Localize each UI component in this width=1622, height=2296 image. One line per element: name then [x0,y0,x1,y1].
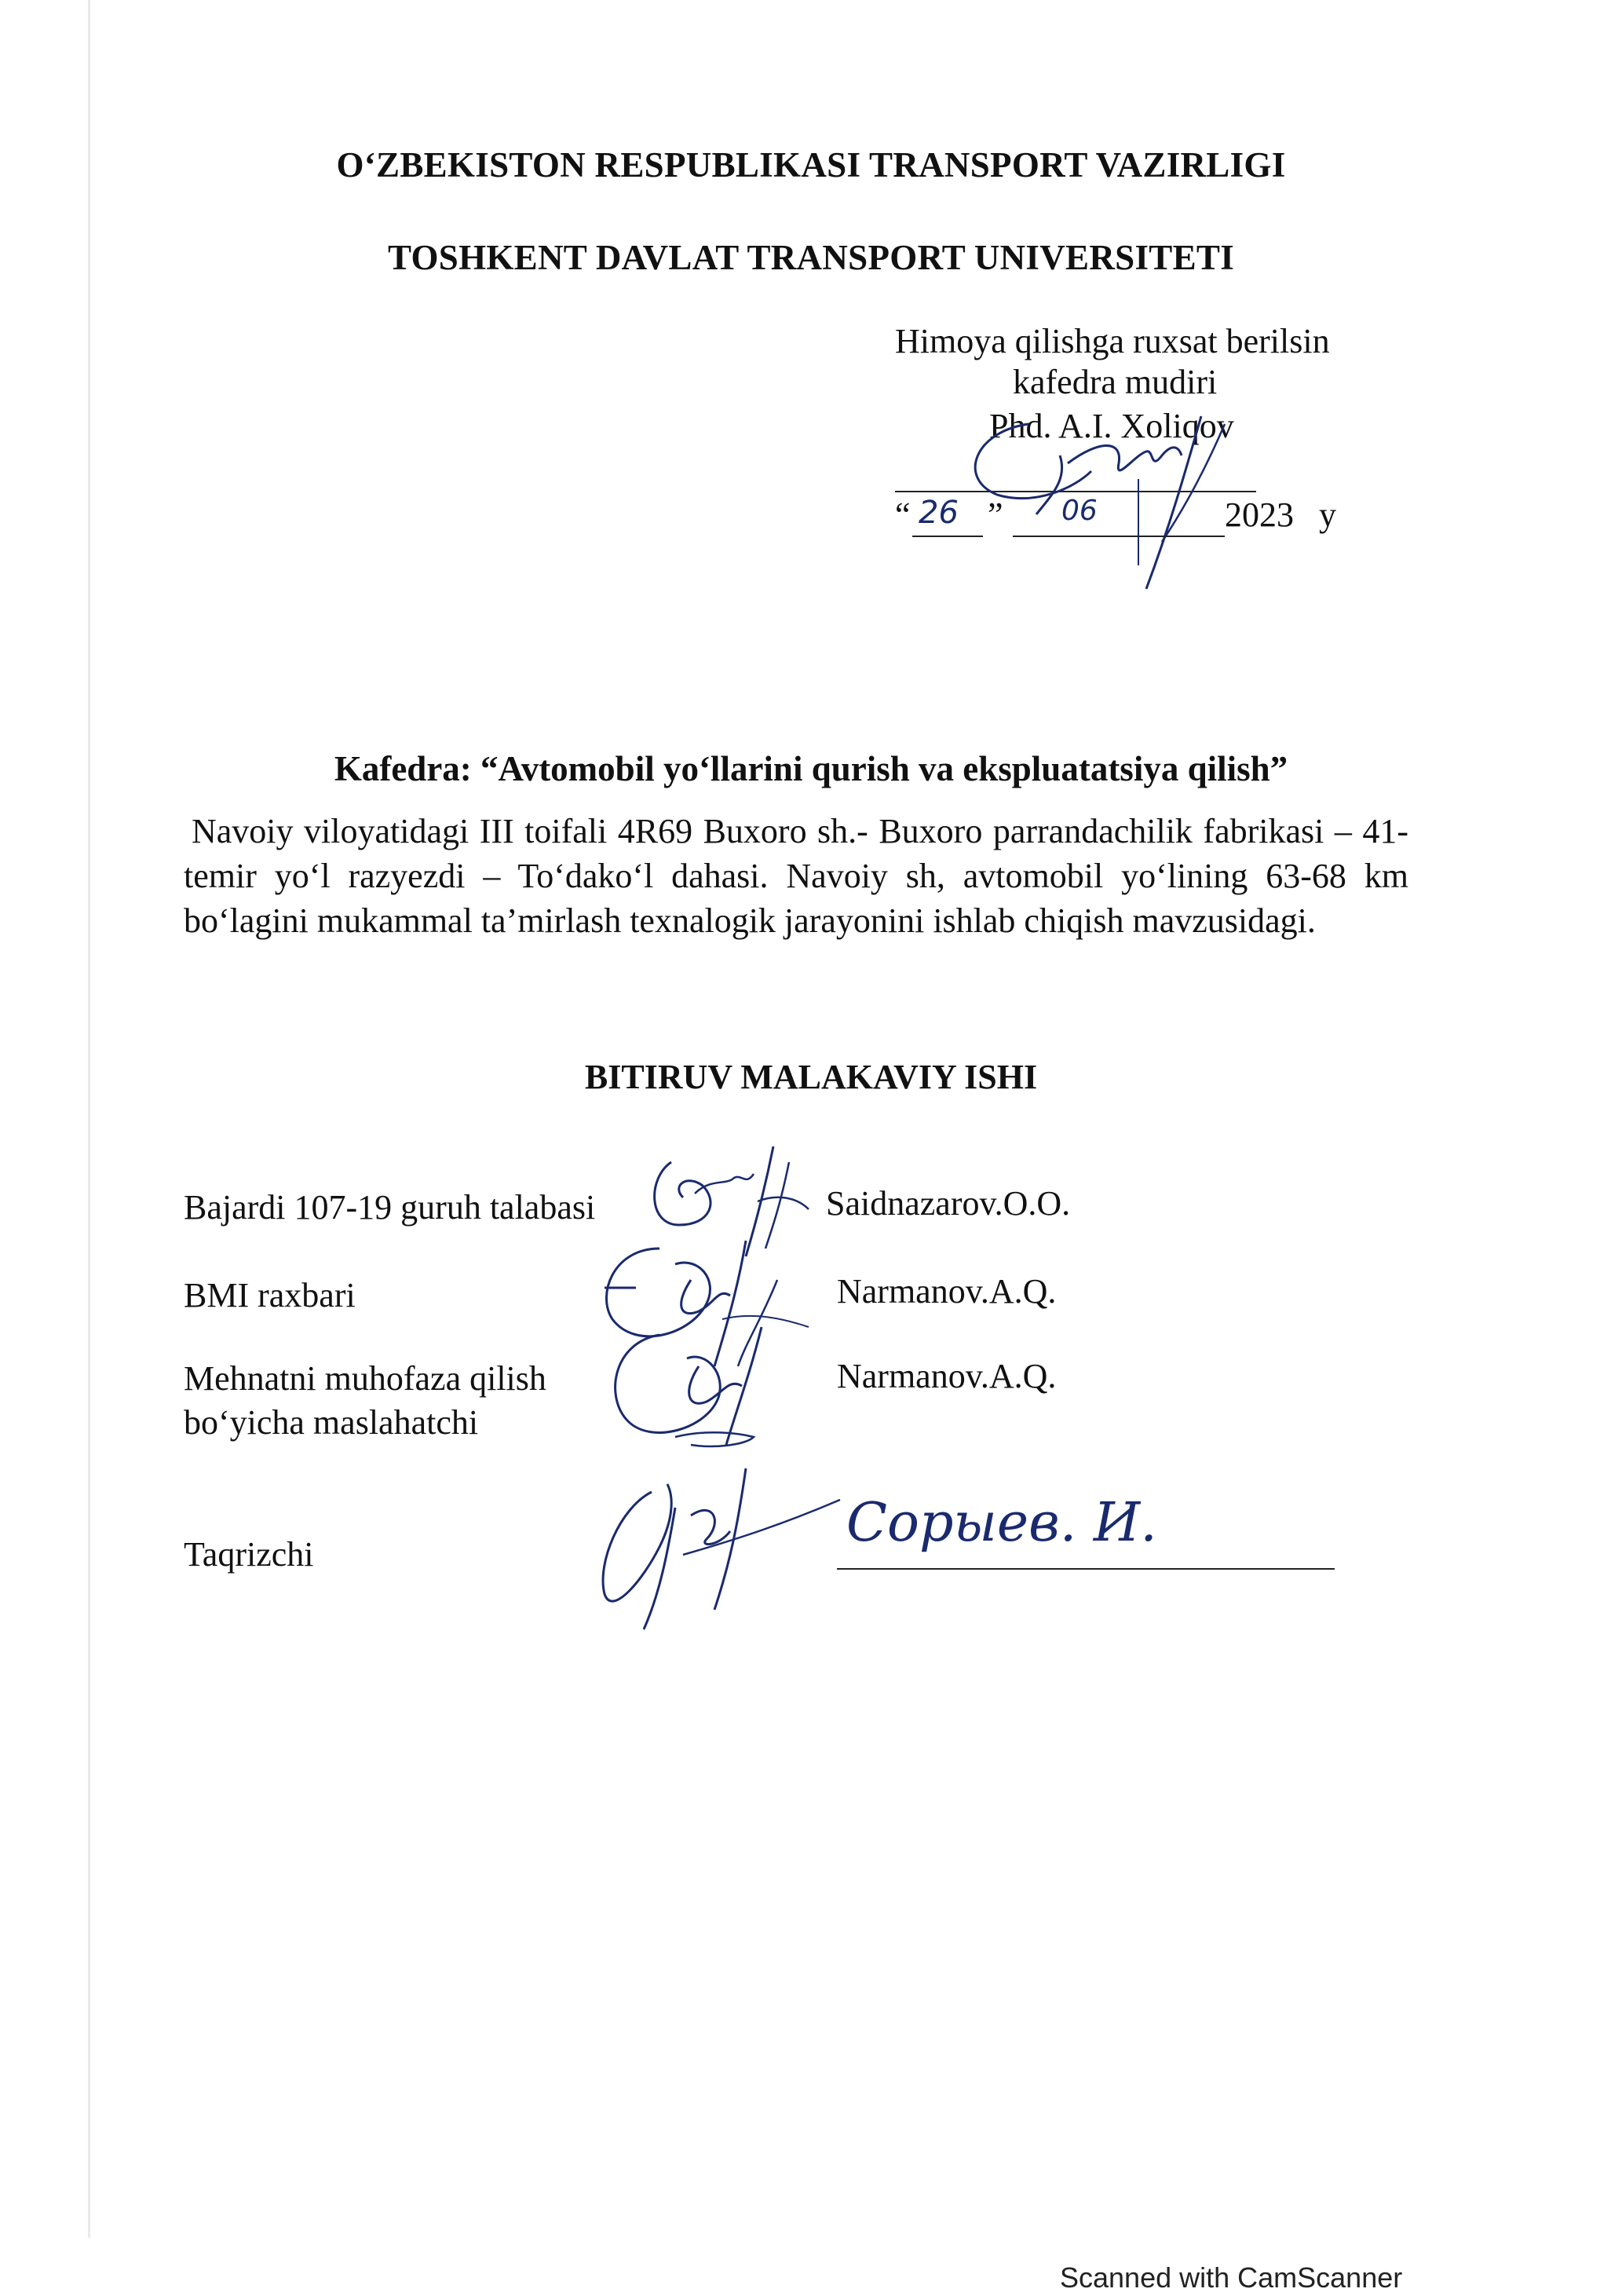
reviewer-signature [581,1461,848,1633]
supervisor-role: BMI raxbari [184,1276,356,1314]
date-month: 06 [1061,495,1098,527]
reviewer-name-handwritten: Сорыев. И. [846,1492,1157,1554]
safety-advisor-signature [597,1319,832,1453]
date-year-suffix: y [1319,495,1336,534]
department-title: Kafedra: “Avtomobil yo‘llarini qurish va ekspluatatsiya qilish” [334,749,1288,788]
scan-page-edge [88,0,90,2238]
thesis-topic: Navoiy viloyatidagi III toifali 4R69 Buxoro sh.- Buxoro parrandachilik fabrikasi – 41- temir yo‘l razyezdi – To‘dako‘l dahasi. Navoiy sh, avtomobil yo‘lining 63-68 km bo‘lagini mukammal ta’mirlash texnalogik jarayonini ishlab chiqish mavzusidagi. [184,812,1408,940]
approval-line-permission: Himoya qilishga ruxsat berilsin [895,322,1330,360]
safety-advisor-role-line1: Mehnatni muhofaza qilish [184,1359,546,1398]
date-close-quote: ” [988,495,1003,534]
student-name: Saidnazarov.O.O. [826,1184,1071,1223]
approval-date [895,495,1445,542]
date-day-underline [912,536,983,537]
university-title: TOSHKENT DAVLAT TRANSPORT UNIVERSITETI [387,238,1235,277]
approval-line-head-name: Phd. A.I. Xoliqov [989,407,1234,445]
date-open-quote: “ [895,495,911,534]
approval-line-position: kafedra mudiri [1013,363,1218,401]
ministry-title: O‘ZBEKISTON RESPUBLIKASI TRANSPORT VAZIRLIGI [336,145,1286,185]
work-type-title: BITIRUV MALAKAVIY ISHI [584,1058,1038,1096]
safety-advisor-role-line2: bo‘yicha maslahatchi [184,1403,479,1442]
supervisor-name: Narmanov.A.Q. [837,1272,1057,1311]
reviewer-role: Taqrizchi [184,1535,314,1574]
safety-advisor-name: Narmanov.A.Q. [837,1357,1057,1395]
student-role: Bajardi 107-19 guruh talabasi [184,1188,596,1227]
reviewer-name-underline [837,1568,1335,1570]
date-month-underline [1013,536,1225,537]
date-year: 2023 [1225,495,1294,534]
scanner-watermark: Scanned with CamScanner [1060,2261,1403,2294]
date-day: 26 [919,495,959,531]
